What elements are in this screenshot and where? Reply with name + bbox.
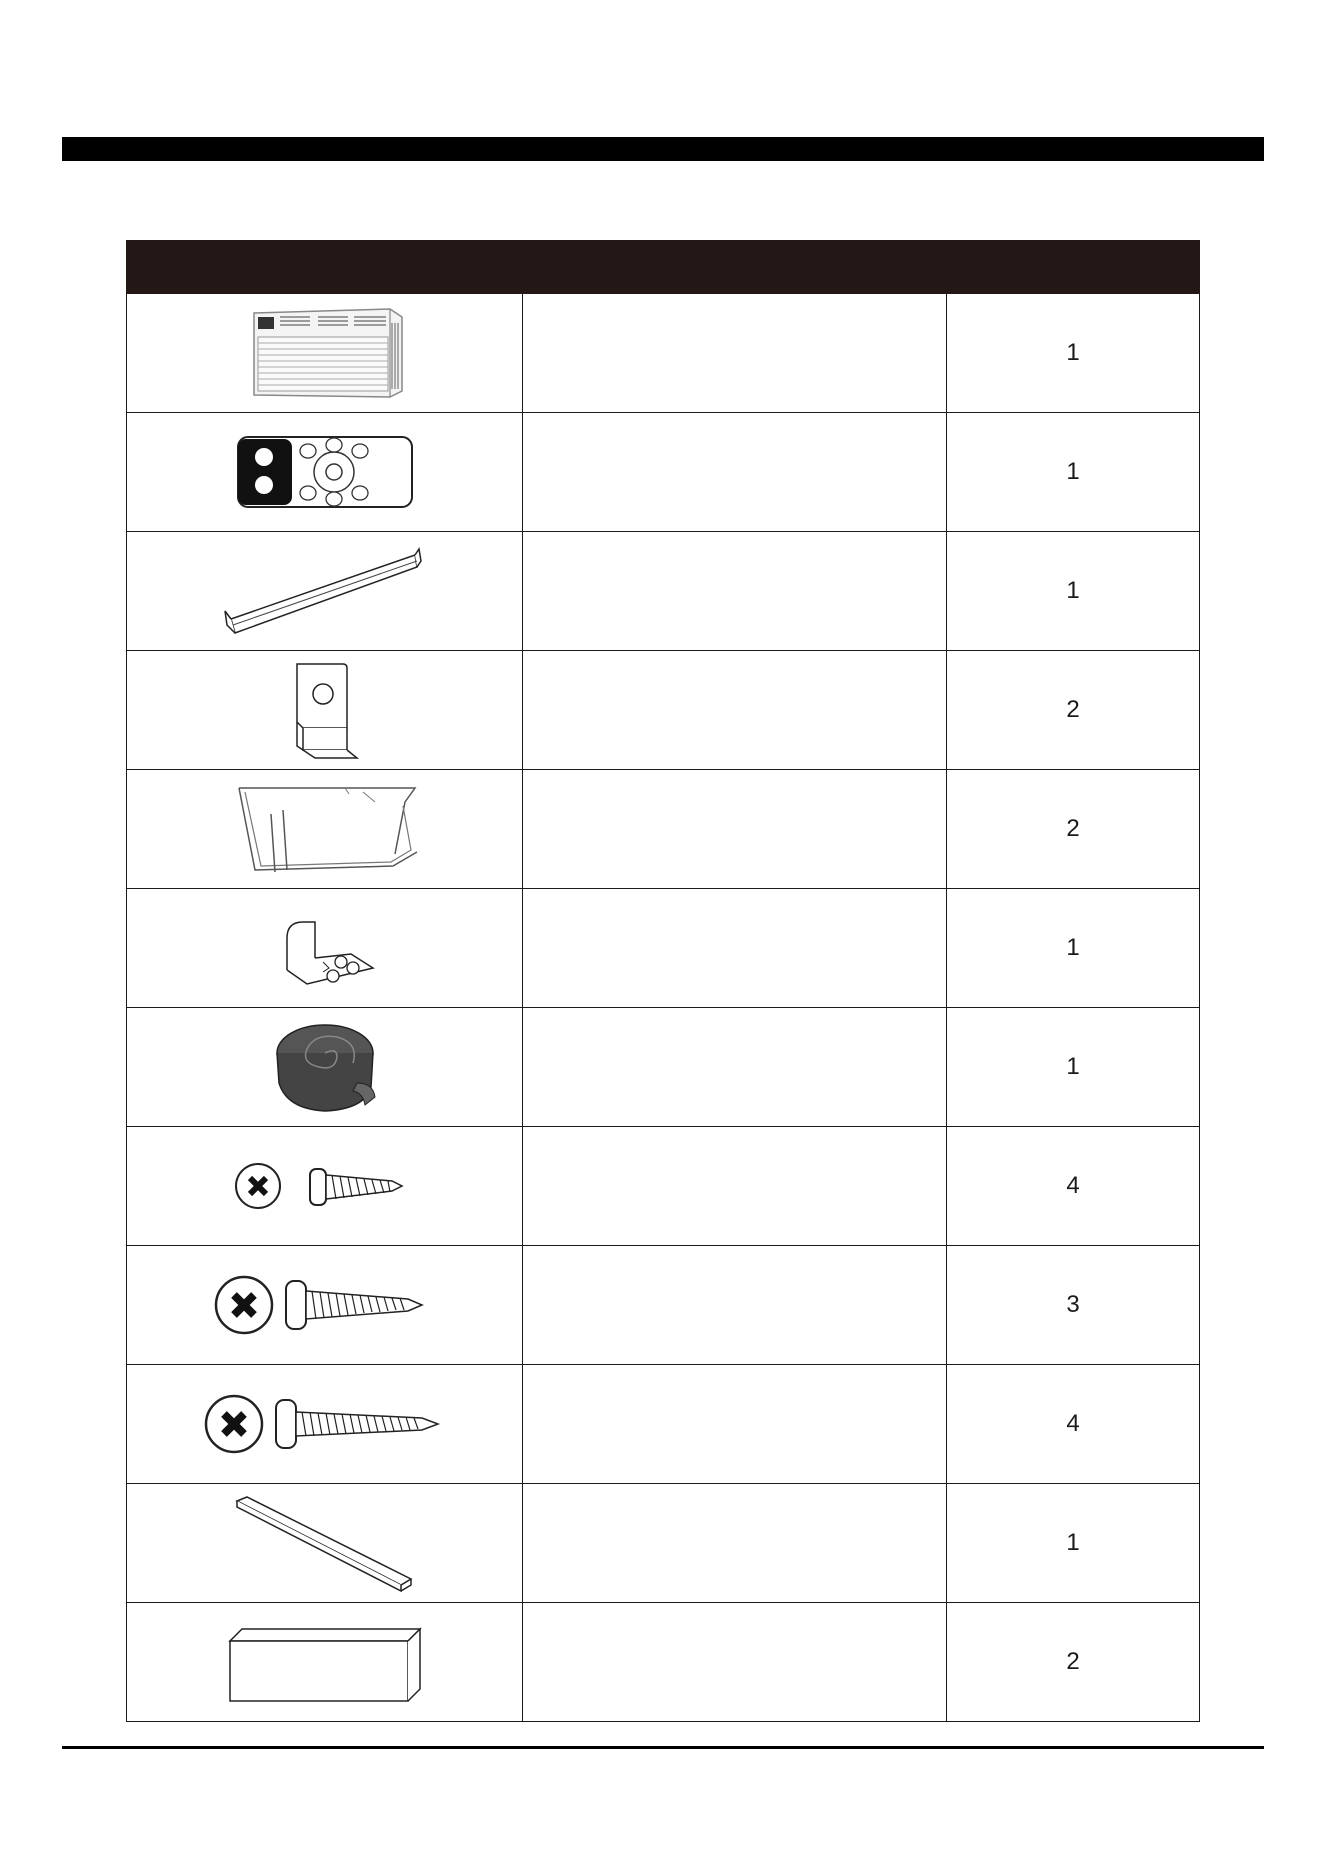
table-row (127, 532, 1200, 651)
part-quantity: 4 (947, 1127, 1200, 1246)
part-description (523, 1603, 947, 1722)
table-row (127, 889, 1200, 1008)
part-description (523, 1246, 947, 1365)
remote-control-icon (230, 427, 420, 517)
part-description (523, 1127, 947, 1246)
part-quantity: 1 (947, 413, 1200, 532)
part-quantity: 1 (947, 889, 1200, 1008)
part-quantity: 4 (947, 1365, 1200, 1484)
table-row (127, 413, 1200, 532)
short-screw-icon (230, 1151, 420, 1221)
l-bracket-icon (275, 654, 375, 766)
footer-rule (62, 1746, 1264, 1749)
table-row (127, 1246, 1200, 1365)
table-row (127, 1127, 1200, 1246)
sash-lock-bracket-icon (265, 898, 385, 998)
part-description (523, 1484, 947, 1603)
table-row (127, 651, 1200, 770)
long-screw-icon (200, 1384, 450, 1464)
table-row (127, 1484, 1200, 1603)
part-quantity: 2 (947, 1603, 1200, 1722)
table-header-row (127, 241, 1200, 294)
side-curtain-panel-icon (225, 774, 425, 884)
header-image (127, 241, 523, 294)
table-row (127, 294, 1200, 413)
part-description (523, 770, 947, 889)
part-quantity: 2 (947, 770, 1200, 889)
air-conditioner-unit-icon (240, 303, 410, 403)
part-quantity: 3 (947, 1246, 1200, 1365)
part-description (523, 1008, 947, 1127)
part-quantity: 1 (947, 532, 1200, 651)
part-quantity: 2 (947, 651, 1200, 770)
header-quantity (947, 241, 1200, 294)
table-row (127, 1603, 1200, 1722)
part-description (523, 889, 947, 1008)
top-channel-rail-icon (205, 541, 445, 641)
part-description (523, 1365, 947, 1484)
part-quantity: 1 (947, 294, 1200, 413)
parts-table (126, 240, 1200, 1722)
part-quantity: 1 (947, 1008, 1200, 1127)
table-row (127, 770, 1200, 889)
section-header-bar (62, 137, 1264, 161)
table-row (127, 1008, 1200, 1127)
foam-strip-icon (225, 1491, 425, 1595)
foam-seal-roll-icon (265, 1013, 385, 1121)
header-description (523, 241, 947, 294)
table-row (127, 1365, 1200, 1484)
part-quantity: 1 (947, 1484, 1200, 1603)
medium-screw-icon (210, 1265, 440, 1345)
part-description (523, 294, 947, 413)
part-description (523, 651, 947, 770)
part-description (523, 413, 947, 532)
part-description (523, 532, 947, 651)
foam-block-icon (220, 1617, 430, 1707)
